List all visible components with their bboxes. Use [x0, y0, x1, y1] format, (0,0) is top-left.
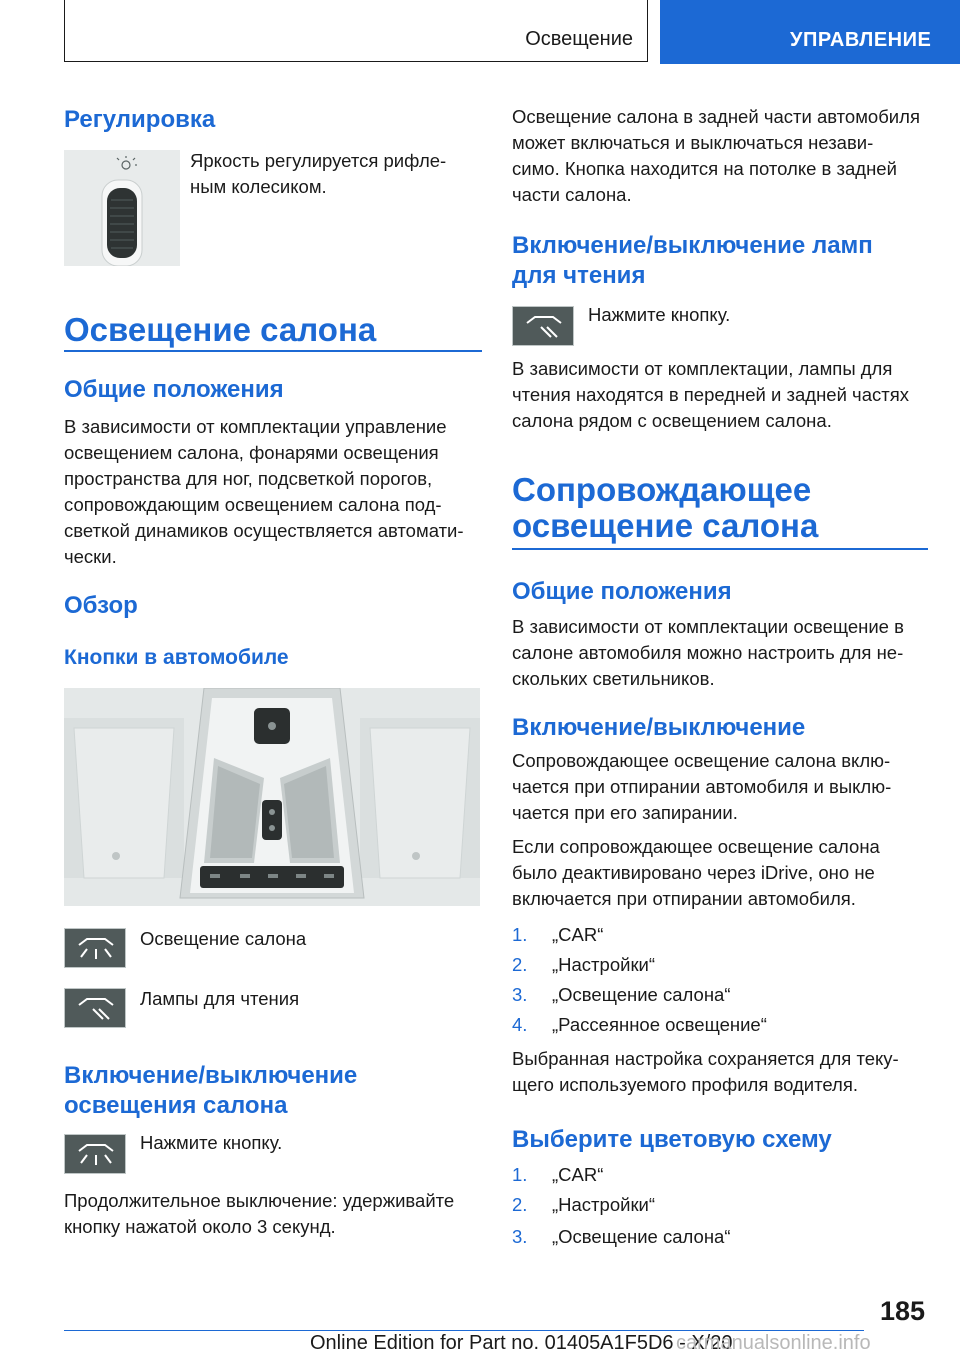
text-line: было деактивировано через iDrive, оно не	[512, 862, 875, 883]
text-line: чтения находятся в передней и задней частях	[512, 384, 909, 405]
text-line: светкой динамиков осуществляется автомати-	[64, 520, 464, 541]
text-line: скольких светильников.	[512, 668, 715, 689]
text-line: может включаться и выключаться незави-	[512, 132, 874, 153]
text-line: салоне автомобиля можно настроить для не-	[512, 642, 904, 663]
reading-heading-line-2: для чтения	[512, 262, 646, 289]
chapter-tab	[660, 0, 960, 64]
interior-light-icon	[64, 1134, 126, 1174]
list-text: „Настройки“	[552, 1194, 656, 1215]
interior-light-icon	[64, 928, 126, 968]
section-rule	[512, 548, 928, 550]
legend-interior-light: Освещение салона	[140, 928, 307, 949]
text-line: включается при отпирании автомобиля.	[512, 888, 856, 909]
list-text: „Освещение салона“	[552, 984, 731, 1005]
list-number: 2.	[512, 954, 528, 975]
saved-paragraph	[512, 1046, 932, 1098]
ambient-idrive-paragraph	[512, 834, 932, 912]
reading-light-icon	[512, 306, 574, 346]
text-line: щего используемого профиля водителя.	[512, 1074, 858, 1095]
text-line: чается при отпирании автомобиля и выклю-	[512, 776, 892, 797]
list-number: 2.	[512, 1194, 528, 1215]
text-line: В зависимости от комплектации управление	[64, 416, 447, 437]
ambient-onoff-heading: Включение/выключение	[512, 714, 806, 741]
watermark: carmanualsonline.info	[676, 1332, 871, 1354]
adjust-text-2: ным колесиком.	[190, 176, 327, 197]
long-press-line-1: Продолжительное выключение: удерживайте	[64, 1190, 455, 1211]
reading-paragraph	[512, 356, 932, 434]
reading-light-icon	[64, 988, 126, 1028]
adjust-text-1: Яркость регулируется рифле-	[190, 150, 447, 171]
buttons-heading: Кнопки в автомобиле	[64, 646, 289, 669]
footer-rule	[64, 1330, 864, 1331]
text-line: салона рядом с освещением салона.	[512, 410, 832, 431]
general-paragraph	[64, 414, 484, 570]
section-name: Освещение	[525, 28, 633, 50]
text-line: Освещение салона в задней части автомобиля	[512, 106, 920, 127]
list-number: 1.	[512, 924, 528, 945]
ambient-title-line-2: освещение салона	[512, 507, 819, 544]
text-line: освещением салона, фонарями освещения	[64, 442, 439, 463]
section-rule	[64, 350, 482, 352]
text-line: пространства для ног, подсветкой порогов,	[64, 468, 433, 489]
onoff-heading-line-2: освещения салона	[64, 1092, 288, 1119]
press-button-text: Нажмите кнопку.	[140, 1132, 283, 1153]
ambient-general-heading: Общие положения	[512, 578, 732, 605]
overview-heading: Обзор	[64, 592, 138, 619]
list-text: „CAR“	[552, 924, 604, 945]
adjust-heading: Регулировка	[64, 106, 216, 133]
list-text: „Освещение салона“	[552, 1226, 731, 1247]
rear-paragraph	[512, 104, 932, 208]
header-left-frame	[64, 0, 648, 62]
text-line: чески.	[64, 546, 117, 567]
text-line: Сопровождающее освещение салона вклю-	[512, 750, 891, 771]
section-title-interior-light: Освещение салона	[64, 311, 377, 348]
dimmer-wheel-image	[64, 150, 180, 266]
ambient-title-line-1: Сопровождающее	[512, 471, 812, 508]
list-number: 1.	[512, 1164, 528, 1185]
reading-heading-line-1: Включение/выключение ламп	[512, 232, 873, 259]
list-text: „Настройки“	[552, 954, 656, 975]
text-line: симо. Кнопка находится на потолке в задней	[512, 158, 897, 179]
text-line: В зависимости от комплектации, лампы для	[512, 358, 893, 379]
text-line: части салона.	[512, 184, 632, 205]
list-text: „CAR“	[552, 1164, 604, 1185]
ambient-onoff-paragraph	[512, 748, 932, 826]
text-line: Выбранная настройка сохраняется для теку-	[512, 1048, 899, 1069]
press-button-text: Нажмите кнопку.	[588, 304, 731, 325]
list-number: 3.	[512, 984, 528, 1005]
text-line: сопровождающим освещением салона под-	[64, 494, 442, 515]
chapter-name: УПРАВЛЕНИЕ	[790, 29, 932, 51]
ambient-general-paragraph	[512, 614, 932, 692]
text-line: В зависимости от комплектации освещение в	[512, 616, 904, 637]
edition-text: Online Edition for Part no. 01405A1F5D6 - X/20	[310, 1332, 733, 1354]
color-scheme-heading: Выберите цветовую схему	[512, 1126, 832, 1153]
list-number: 4.	[512, 1014, 528, 1035]
page-number: 185	[880, 1296, 926, 1326]
overhead-console-image	[64, 688, 480, 906]
long-press-line-2: кнопку нажатой около 3 секунд.	[64, 1216, 336, 1237]
text-line: чается при его запирании.	[512, 802, 738, 823]
onoff-heading-line-1: Включение/выключение	[64, 1062, 358, 1089]
text-line: Если сопровождающее освещение салона	[512, 836, 880, 857]
list-text: „Рассеянное освещение“	[552, 1014, 767, 1035]
general-heading: Общие положения	[64, 376, 284, 403]
list-number: 3.	[512, 1226, 528, 1247]
legend-reading-light: Лампы для чтения	[140, 988, 300, 1009]
